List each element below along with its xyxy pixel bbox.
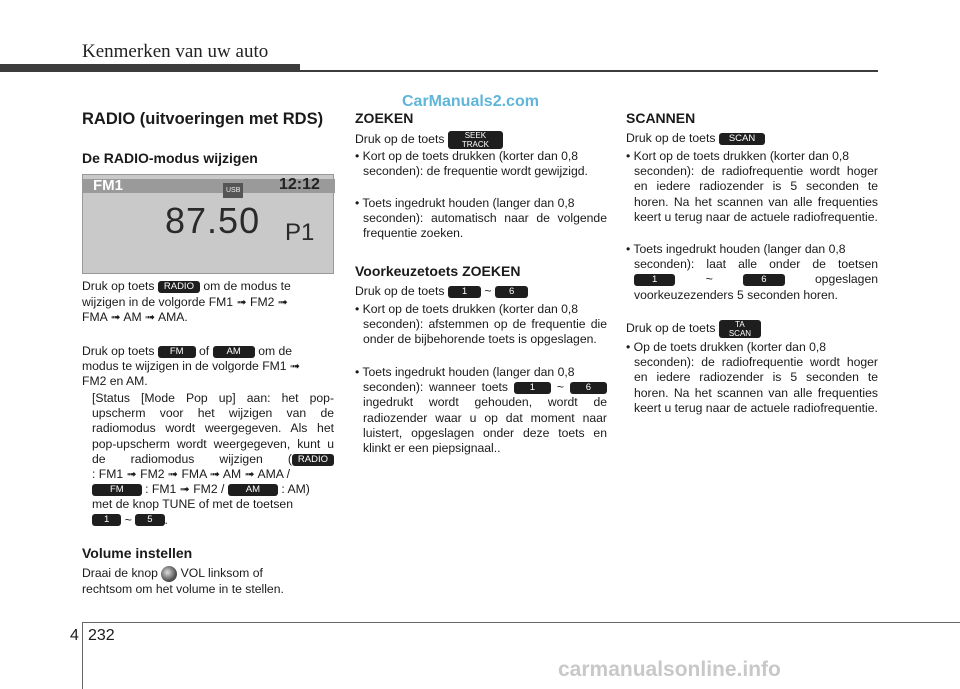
preset-1-button-icon-4: 1 (634, 274, 675, 286)
mode-para-1: Druk op toets RADIO om de modus te (82, 279, 291, 293)
mode-para-2b: modus te wijzigen in de volgorde FM1 ➟ (82, 359, 301, 373)
preset-1-button-icon-3: 1 (514, 382, 551, 394)
mode-para-2: Druk op toets FM of AM om de (82, 344, 293, 358)
display-preset: P1 (285, 219, 315, 246)
mode-para-1c: FMA ➟ AM ➟ AMA. (82, 310, 188, 324)
radio-button-icon: RADIO (158, 281, 200, 293)
display-clock: 12:12 (279, 176, 320, 193)
page-number: 232 (88, 627, 115, 644)
section-title: RADIO (uitvoeringen met RDS) (82, 110, 324, 128)
mode-para-2c: FM2 en AM. (82, 374, 148, 388)
fm-button-icon-2: FM (92, 484, 142, 496)
seek-heading: ZOEKEN (355, 110, 414, 126)
scan-button-icon: SCAN (719, 133, 765, 145)
scan-heading: SCANNEN (626, 110, 696, 126)
seek-bullet-1: • Kort op de toets drukken (korter dan 0,8 seconden): de frequentie wordt gewijzigd. (355, 149, 588, 179)
am-button-icon: AM (213, 346, 255, 358)
ta-press: Druk op de toets TA SCAN (626, 320, 761, 338)
volume-para-b: rechtsom om het volume in te stellen. (82, 582, 284, 596)
footer-divider (82, 622, 83, 689)
preset-6-button-icon-2: 6 (570, 382, 607, 394)
radio-button-icon-2: RADIO (292, 454, 334, 466)
seek-press: Druk op de toets SEEK TRACK (355, 131, 503, 149)
preset-6-button-icon-3: 6 (743, 274, 784, 286)
seek-track-button-icon: SEEK TRACK (448, 131, 503, 149)
volume-para: Draai de knop VOL linksom of (82, 566, 263, 581)
preset-heading: Voorkeuzetoets ZOEKEN (355, 263, 521, 279)
display-band: FM1 (93, 177, 123, 194)
status-note: [Status [Mode Pop up] aan: het pop-upscherm voor het wijzigen van de radiomodus wordt weergegeven. Als het pop-upscherm wordt weergegeven, kunt u de radiomodus wijzigen ( RADIO : FM1 ➟ FM2 ➟ FMA ➟ AM ➟ AMA / FM : FM1 ➟ FM2 / AM : AM) met de knop TUNE of met de toetsen 1 ~ 5 . (92, 391, 334, 527)
mode-heading: De RADIO-modus wijzigen (82, 150, 258, 166)
watermark-bottom: carmanualsonline.info (558, 658, 781, 681)
page-header-title: Kenmerken van uw auto (82, 41, 269, 62)
radio-display-image (82, 174, 334, 274)
preset-5-button-icon: 5 (135, 514, 164, 526)
vol-knob-icon (161, 566, 177, 582)
ta-scan-button-icon: TA SCAN (719, 320, 761, 338)
footer-rule (82, 622, 960, 623)
preset-1-button-icon: 1 (92, 514, 121, 526)
fm-button-icon: FM (158, 346, 196, 358)
display-frequency: 87.50 (165, 200, 261, 241)
volume-heading: Volume instellen (82, 545, 193, 561)
display-usb: USB (223, 183, 243, 198)
scan-bullet-1: • Kort op de toets drukken (korter dan 0,8 seconden): de radiofrequentie wordt hoger en iedere radiozender is 5 seconden te horen. Na het scannen van alle frequenties keert u terug naar de actuele radiofrequentie. (626, 149, 878, 224)
scan-press: Druk op de toets SCAN (626, 131, 765, 146)
section-number: 4 (70, 627, 79, 644)
watermark-top: CarManuals2.com (402, 93, 539, 110)
preset-press: Druk op de toets 1 ~ 6 (355, 284, 528, 299)
ta-bullet-1: • Op de toets drukken (korter dan 0,8 seconden): de radiofrequentie wordt hoger en iedere radiozender is 5 seconden te horen. Na het scannen van alle frequenties keert u terug naar de actuele radiofrequentie. (626, 340, 878, 415)
preset-6-button-icon: 6 (495, 286, 528, 298)
seek-bullet-2: • Toets ingedrukt houden (langer dan 0,8 seconden): automatisch naar de volgende frequentie zoeken. (355, 196, 607, 241)
header-bar (0, 64, 300, 72)
preset-bullet-2: • Toets ingedrukt houden (langer dan 0,8 seconden): wanneer toets 1 ~ 6 ingedrukt wordt gehouden, wordt de radiozender waar u op dat moment naar luistert, opgeslagen onder deze toets en klinkt er een piepsignaal.. (355, 365, 607, 456)
preset-bullet-1: • Kort op de toets drukken (korter dan 0,8 seconden): afstemmen op de frequentie die onder de bijbehorende toets is opgeslagen. (355, 302, 607, 347)
header-rule (300, 70, 878, 72)
am-button-icon-2: AM (228, 484, 278, 496)
preset-1-button-icon-2: 1 (448, 286, 481, 298)
scan-bullet-2: • Toets ingedrukt houden (langer dan 0,8 seconden): laat alle onder de toetsen 1 ~ 6 opgeslagen voorkeuzezenders 5 seconden horen. (626, 242, 879, 302)
mode-para-1b: wijzigen in de volgorde FM1 ➟ FM2 ➟ (82, 295, 289, 309)
